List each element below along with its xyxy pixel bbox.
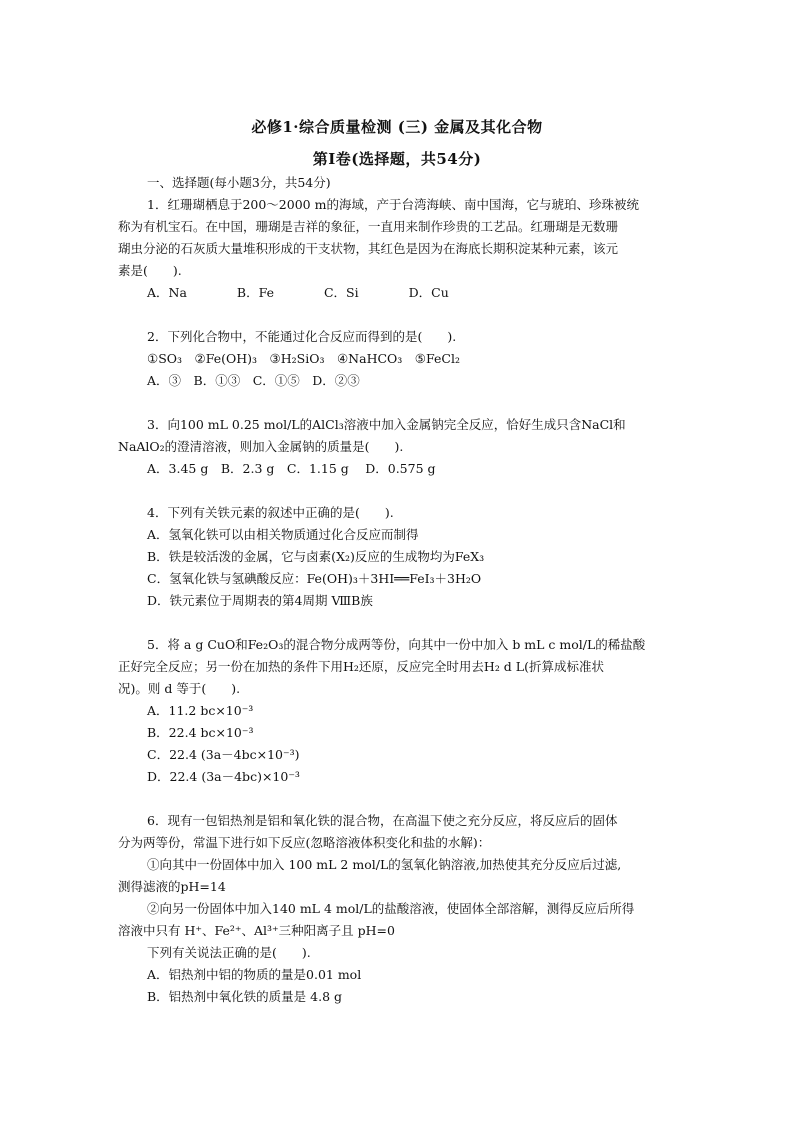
q6-line-5: ②向另一份固体中加入140 mL 4 mol/L的盐酸溶液，使固体全部溶解，测得反应后所得 (147, 901, 635, 916)
q6-line-2: 分为两等份，常温下进行如下反应(忽略溶液体积变化和盐的水解)： (118, 835, 491, 850)
q2-line-2: ①SO₃ ②Fe(OH)₃ ③H₂SiO₃ ④NaHCO₃ ⑤FeCl₂ (147, 351, 460, 366)
q5-line-2: 正好完全反应；另一份在加热的条件下用H₂还原，反应完全时用去H₂ d L(折算成标准状 (118, 659, 604, 674)
q2-options: A．③ B．①③ C．①⑤ D．②③ (147, 373, 360, 388)
q3-line-1: 3．向100 mL 0.25 mol/L的AlCl₃溶液中加入金属钠完全反应，恰好生成只含NaCl和 (147, 417, 626, 432)
q4-option-a: A．氢氧化铁可以由相关物质通过化合反应而制得 (147, 527, 419, 542)
q6-line-3: ①向其中一份固体中加入 100 mL 2 mol/L的氢氧化钠溶液,加热使其充分反应后过滤, (147, 857, 622, 872)
q1-line-4: 素是( ). (118, 263, 182, 278)
q3-line-2: NaAlO₂的澄清溶液，则加入金属钠的质量是( ). (118, 439, 404, 454)
q4-option-c: C．氢氧化铁与氢碘酸反应：Fe(OH)₃＋3HI══FeI₃＋3H₂O (147, 571, 482, 586)
page-title: 必修1·综合质量检测 (三) 金属及其化合物 (251, 118, 543, 136)
q6-line-4: 测得滤液的pH=14 (118, 879, 226, 894)
q2-line-1: 2．下列化合物中，不能通过化合反应而得到的是( ). (147, 329, 457, 344)
section-heading: 一、选择题(每小题3分，共54分) (147, 175, 331, 190)
q3-options: A．3.45 g B．2.3 g C．1.15 g D．0.575 g (147, 461, 436, 476)
q5-option-b: B．22.4 bc×10⁻³ (147, 725, 254, 740)
q6-line-6: 溶液中只有 H⁺、Fe²⁺、Al³⁺三种阳离子且 pH=0 (118, 923, 395, 938)
q5-option-a: A．11.2 bc×10⁻³ (147, 703, 254, 718)
q5-option-d: D．22.4 (3a－4bc)×10⁻³ (147, 769, 300, 784)
q5-line-1: 5．将 a g CuO和Fe₂O₃的混合物分成两等份，向其中一份中加入 b mL c mol/L的稀盐酸 (147, 637, 646, 652)
q4-line-1: 4．下列有关铁元素的叙述中正确的是( ). (147, 505, 394, 520)
q6-option-b: B．铝热剂中氧化铁的质量是 4.8 g (147, 989, 343, 1004)
q1-line-2: 称为有机宝石。在中国，珊瑚是吉祥的象征，一直用来制作珍贵的工艺品。红珊瑚是无数珊 (118, 219, 619, 234)
q5-line-3: 况)。则 d 等于( ). (118, 681, 241, 696)
q1-options: A．Na B．Fe C．Si D．Cu (147, 285, 449, 300)
q4-option-b: B．铁是较活泼的金属，它与卤素(X₂)反应的生成物均为FeX₃ (147, 549, 485, 564)
q5-option-c: C．22.4 (3a－4bc×10⁻³) (147, 747, 300, 762)
section-subtitle: 第Ⅰ卷(选择题，共54分) (312, 150, 482, 168)
q6-option-a: A．铝热剂中铝的物质的量是0.01 mol (147, 967, 362, 982)
q4-option-d: D．铁元素位于周期表的第4周期 ⅧB族 (147, 593, 373, 608)
q6-line-1: 6．现有一包铝热剂是铝和氧化铁的混合物，在高温下使之充分反应，将反应后的固体 (147, 813, 618, 828)
q1-line-1: 1．红珊瑚栖息于200～2000 m的海域，产于台湾海峡、南中国海，它与琥珀、珍珠被统 (147, 197, 639, 212)
q6-line-7: 下列有关说法正确的是( ). (147, 945, 311, 960)
q1-line-3: 瑚虫分泌的石灰质大量堆积形成的干支状物，其红色是因为在海底长期积淀某种元素，该元 (118, 241, 619, 256)
